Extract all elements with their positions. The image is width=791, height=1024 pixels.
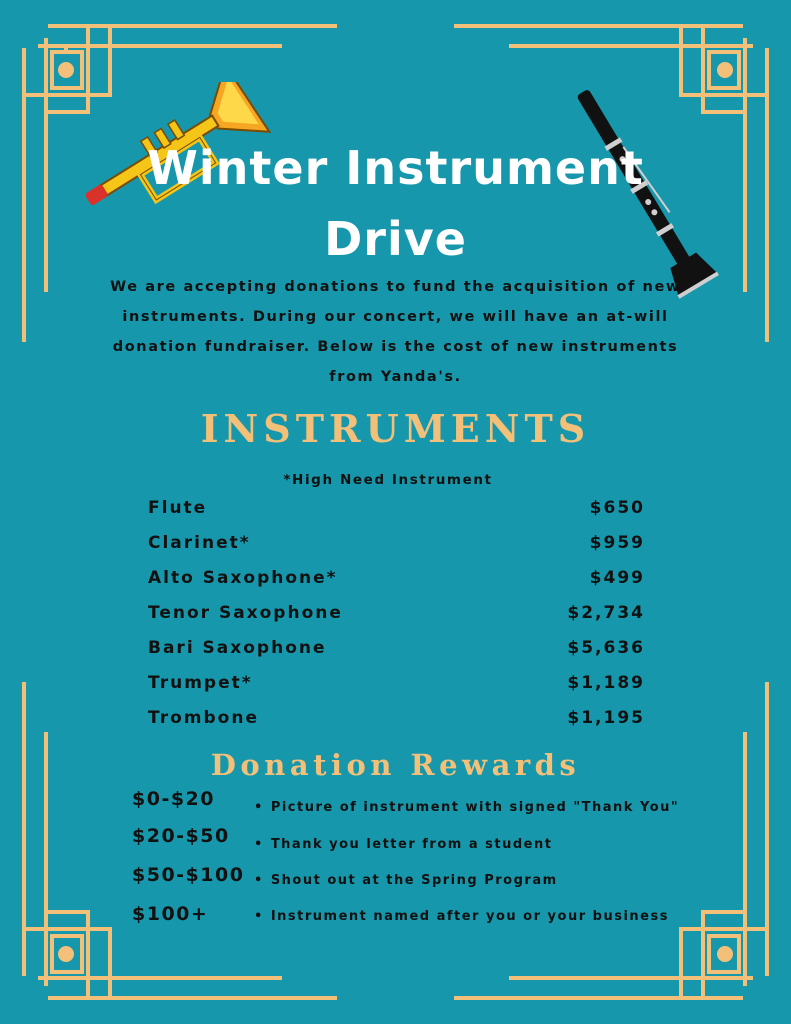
instrument-name: Alto Saxophone* <box>148 568 338 588</box>
bullet: • <box>254 873 264 888</box>
instrument-name: Trumpet* <box>148 673 253 693</box>
instrument-price: $1,195 <box>567 708 645 728</box>
reward-description <box>254 873 558 888</box>
instrument-price: $2,734 <box>567 603 645 623</box>
donation-rewards-heading: Donation Rewards <box>210 748 581 782</box>
instrument-name: Bari Saxophone <box>148 638 327 658</box>
instrument-row <box>148 703 645 733</box>
instrument-price: $959 <box>589 533 645 553</box>
instrument-price: $650 <box>589 498 645 518</box>
instrument-name: Flute <box>148 498 208 518</box>
reward-text: Picture of instrument with signed "Thank You" <box>270 800 680 815</box>
bullet: • <box>254 909 264 924</box>
instrument-name: Clarinet* <box>148 533 251 553</box>
reward-description <box>254 800 679 815</box>
reward-description <box>254 837 552 852</box>
instrument-row <box>148 493 645 523</box>
instrument-row <box>148 563 645 593</box>
intro-paragraph: We are accepting donations to fund the acquisition of new instruments. During our concert, we will have an at-will donation fundraiser. Below is the cost of new instruments from Yanda's. <box>110 279 681 385</box>
reward-amount: $20-$50 <box>132 825 230 847</box>
reward-amount: $0-$20 <box>132 788 215 810</box>
reward-text: Thank you letter from a student <box>270 837 553 852</box>
reward-text: Instrument named after you or your business <box>270 909 669 924</box>
instrument-price: $1,189 <box>567 673 645 693</box>
instrument-price: $499 <box>589 568 645 588</box>
bullet: • <box>254 837 264 852</box>
page-title-line-1: Winter Instrument <box>147 141 644 195</box>
page-title-line-2: Drive <box>324 212 467 266</box>
high-need-note: *High Need Instrument <box>283 472 493 488</box>
reward-amount: $50-$100 <box>132 864 245 886</box>
instrument-row <box>148 598 645 628</box>
instrument-price: $5,636 <box>567 638 645 658</box>
reward-amount: $100+ <box>132 903 209 925</box>
instrument-name: Tenor Saxophone <box>148 603 343 623</box>
bullet: • <box>254 800 264 815</box>
instruments-heading: INSTRUMENTS <box>200 406 591 451</box>
reward-description <box>254 909 669 924</box>
instrument-name: Trombone <box>148 708 259 728</box>
instrument-row <box>148 668 645 698</box>
reward-text: Shout out at the Spring Program <box>270 873 558 888</box>
instrument-row <box>148 528 645 558</box>
instrument-row <box>148 633 645 663</box>
